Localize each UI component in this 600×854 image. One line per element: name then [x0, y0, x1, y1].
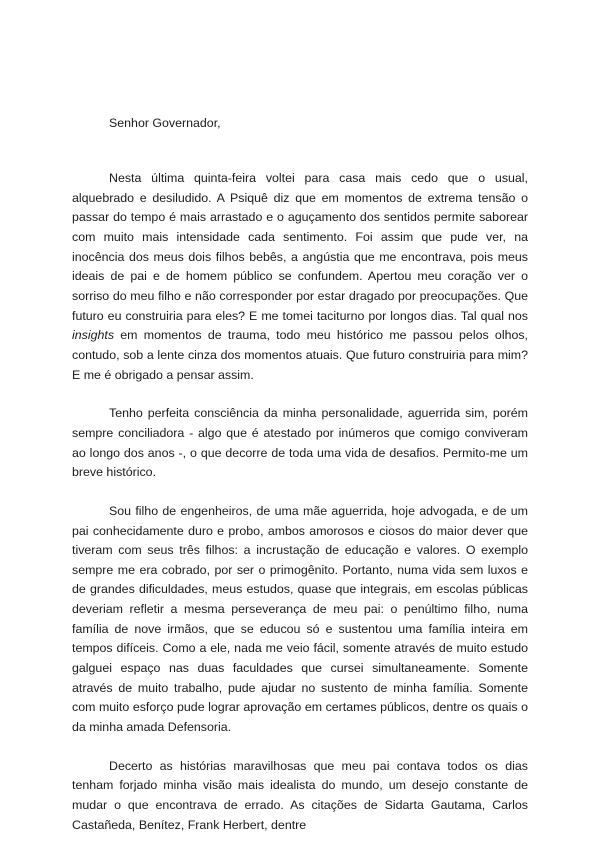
paragraph-text: Sou filho de engenheiros, de uma mãe aguerrida, hoje advogada, e de um pai conhecidamente duro e probo, ambos amorosos e ciosos do maior dever que tiveram com seus três filhos: a incrustação de educação e valores. O exemplo sempre me era cobrado, por ser o primogênito. Portanto, numa vida sem luxos e de grandes dificuldades, meus estudos, quase que integrais, em escolas públicas deveriam refletir a mesma perseverança de meu pai: o penúltimo filho, numa família de nove irmãos, que se educou só e sustentou uma família inteira em tempos difíceis. Como a ele, nada me veio fácil, somente através de muito estudo galguei espaço nas duas faculdades que cursei simultaneamente. Somente através de muito trabalho, pude ajudar no sustento de minha família. Somente com muito esforço pude lograr aprovação em certames públicos, dentre os quais o da minha amada Defensoria.	[72, 503, 528, 735]
paragraph	[72, 404, 528, 483]
paragraph	[72, 502, 528, 738]
paragraph	[72, 757, 528, 836]
italic-term: insights	[72, 328, 115, 343]
paragraph	[72, 169, 528, 385]
paragraph-text: Tenho perfeita consciência da minha personalidade, aguerrida sim, porém sempre conciliadora - algo que é atestado por inúmeros que comigo conviveram ao longo dos anos -, o que decorre de toda uma vida de desafios. Permito-me um breve histórico.	[72, 406, 528, 480]
paragraph-text: Decerto as histórias maravilhosas que meu pai contava todos os dias tenham forjado minha visão mais idealista do mundo, um desejo constante de mudar o que encontrava de errado. As citações de Sidarta Gautama, Carlos Castañeda, Benítez, Frank Herbert, dentre	[72, 758, 528, 832]
paragraph-text: Nesta última quinta-feira voltei para casa mais cedo que o usual, alquebrado e desiludido. A Psiquê diz que em momentos de extrema tensão o passar do tempo é mais arrastado e o aguçamento dos sentidos permite saborear com muito mais intensidade cada sentimento. Foi assim que pude ver, na inocência dos meus dois filhos bebês, a angústia que me encontrava, pois meus ideais de pai e de homem público se confundem. Apertou meu coração ver o sorriso do meu filho e não corresponder por estar dragado por preocupações. Que futuro eu construiria para eles? E me tomei taciturno por longos dias. Tal qual nos	[72, 171, 528, 323]
letter-body	[72, 169, 528, 854]
salutation: Senhor Governador,	[109, 116, 221, 130]
paragraph-text: em momentos de trauma, todo meu histórico me passou pelos olhos, contudo, sob a lente cinza dos momentos atuais. Que futuro construiria para mim? E me é obrigado a pensar assim.	[72, 328, 528, 382]
